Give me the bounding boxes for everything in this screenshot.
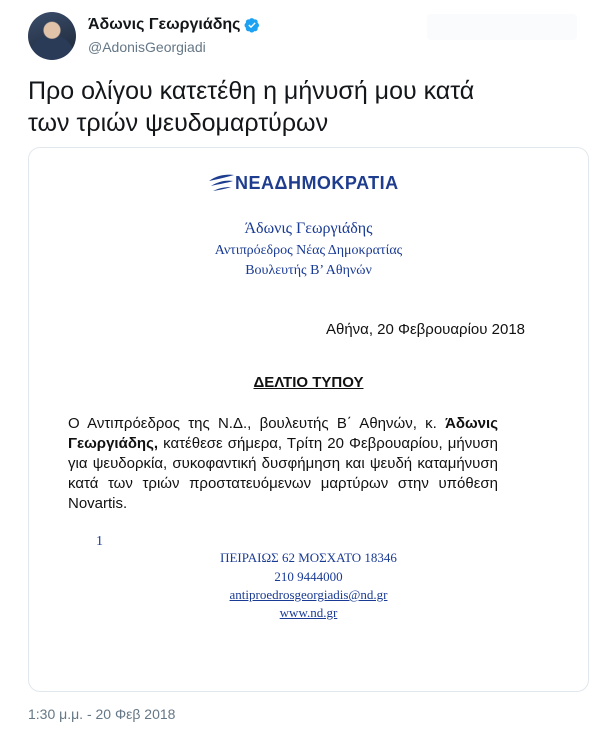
nd-logo (207, 171, 399, 195)
attached-image-card[interactable] (28, 147, 589, 692)
sender-name: Άδωνις Γεωργιάδης (244, 220, 373, 237)
sender-role: Αντιπρόεδρος Νέας Δημοκρατίας (214, 243, 403, 258)
tweet-text (28, 75, 576, 139)
avatar[interactable] (28, 12, 76, 60)
author-handle[interactable]: @AdonisGeorgiadi (88, 39, 206, 55)
tweet-text-line-2: των τριών ψευδομαρτύρων (28, 109, 329, 137)
sender-title: Βουλευτής Β’ Αθηνών (245, 263, 372, 278)
tweet-timestamp[interactable]: 1:30 μ.μ. - 20 Φεβ 2018 (28, 706, 176, 722)
author-name[interactable]: Άδωνις Γεωργιάδης (88, 16, 241, 33)
footer-email: antiproedrosgeorgiadis@nd.gr (229, 587, 388, 602)
tweet-text-line-1: Προ ολίγου κατετέθη η μήνυσή μου κατά (28, 77, 475, 105)
follow-area[interactable] (427, 14, 577, 40)
press-body (68, 414, 498, 514)
nd-swoosh-icon (207, 171, 235, 195)
footer-address: ΠΕΙΡΑΙΩΣ 62 ΜΟΣΧΑΤΟ 18346 (220, 550, 397, 565)
press-body-part-1: Ο Αντιπρόεδρος της Ν.Δ., βουλευτής Β΄ Αθηνών, κ. (68, 415, 437, 432)
verified-badge-icon (244, 17, 260, 33)
press-title: ΔΕΛΤΙΟ ΤΥΠΟΥ (253, 374, 364, 391)
page-number: 1 (96, 534, 103, 549)
footer-website: www.nd.gr (279, 605, 338, 620)
footer-phone: 210 9444000 (274, 569, 343, 584)
nd-logo-text: ΝΕΑΔΗΜΟΚΡΑΤΙΑ (235, 172, 399, 193)
author-row (88, 16, 260, 34)
press-date: Αθήνα, 20 Φεβρουαρίου 2018 (325, 321, 525, 338)
press-body-part-2: κατέθεσε σήμερα, Τρίτη 20 Φεβρουαρίου, μήνυση για ψευδορκία, συκοφαντική δυσφήμηση και ψευδή καταμήνυση κατά των τριών προστατευόμενων μαρτύρων στην υπόθεση Novartis. (68, 435, 498, 512)
press-body-bold-name: Άδωνις Γεωργιάδης, (68, 415, 498, 452)
press-release-document (29, 148, 588, 691)
tweet-header (28, 12, 581, 62)
